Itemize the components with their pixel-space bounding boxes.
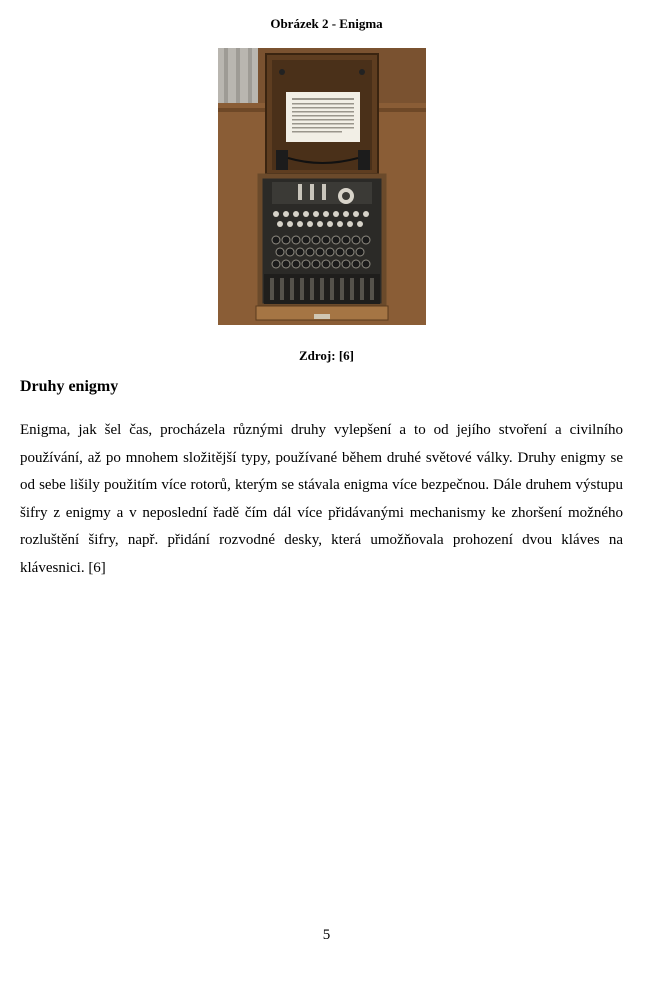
figure-source: Zdroj: [6] bbox=[298, 348, 354, 363]
figure-caption: Obrázek 2 - Enigma bbox=[270, 16, 383, 31]
enigma-photo bbox=[218, 48, 426, 325]
page-number: 5 bbox=[322, 927, 331, 943]
section-paragraph: Enigma, jak šel čas, procházela různými druhy vylepšení a to od jejího stvoření a civilního používání, až po mnohem složitější typy, používané během druhé světové války. Druhy enigmy se od sebe lišily použitím více rotorů, kterým se stávala enigma více bezpečnou. Dále druhem výstupu šifry z enigmy a v neposlední řadě čím dál více přidávanými mechanismy ke zhoršení možného rozluštění šifry, např. přidání rozvodné desky, která umožňovala prohození dvou kláves na klávesnici. [6] bbox=[20, 422, 623, 576]
section-heading: Druhy enigmy bbox=[20, 378, 119, 395]
